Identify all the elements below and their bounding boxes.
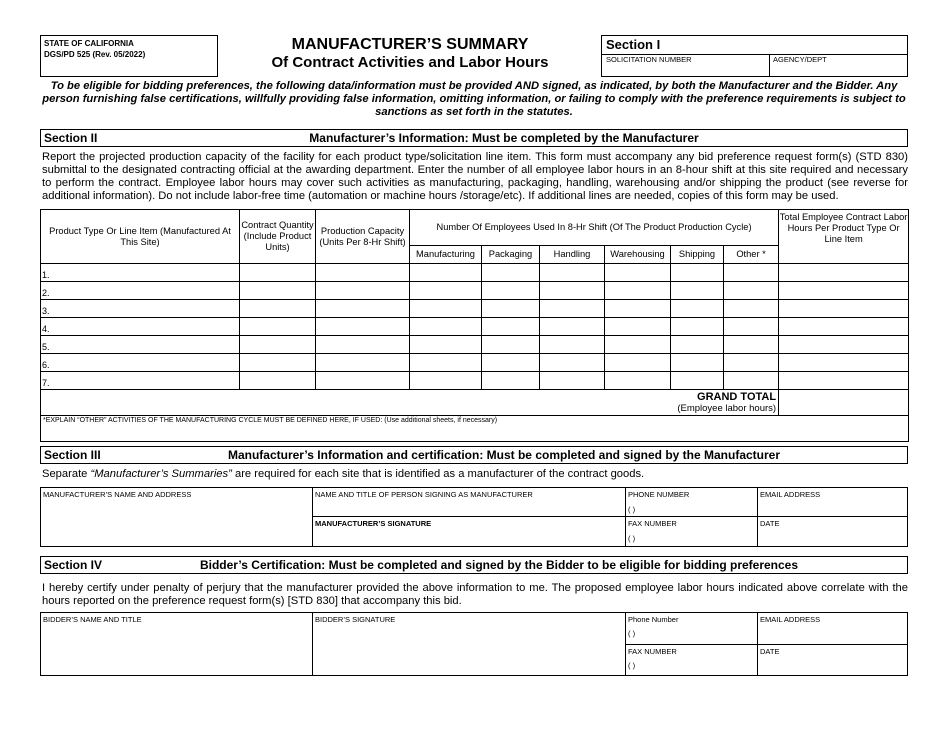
product-type-cell[interactable] xyxy=(41,354,240,372)
table-cell[interactable] xyxy=(540,354,605,372)
page-title: MANUFACTURER’S SUMMARY xyxy=(291,36,529,53)
manufacturer-fax-area-code: ( ) xyxy=(628,534,636,543)
table-cell[interactable] xyxy=(779,282,909,300)
section-4-certification: I hereby certify under penalty of perjury that the manufacturer provided the above information to me. The proposed employee labor hours indicated above correlate with the hours reported on the preference request form(s) [STD 830] that accompany this bid. xyxy=(42,582,908,607)
product-type-cell[interactable] xyxy=(41,282,240,300)
section-3-instructions xyxy=(42,468,908,481)
manufacturer-email-label: EMAIL ADDRESS xyxy=(760,490,821,499)
table-cell[interactable] xyxy=(240,372,316,390)
table-cell[interactable] xyxy=(240,282,316,300)
page-subtitle: Of Contract Activities and Labor Hours xyxy=(271,54,549,71)
bidder-email-field[interactable] xyxy=(758,613,907,645)
bidder-phone-area-code: ( ) xyxy=(628,629,636,638)
row-number: 1. xyxy=(42,270,50,280)
table-cell[interactable] xyxy=(316,282,410,300)
grand-total-field[interactable] xyxy=(779,390,909,416)
manufacturer-name-address-field[interactable] xyxy=(41,488,313,546)
section-2-label: Section II xyxy=(44,131,98,145)
form-identifier-box xyxy=(40,35,218,77)
row-number: 5. xyxy=(42,342,50,352)
table-cell[interactable] xyxy=(724,318,779,336)
header-product-type: Product Type Or Line Item (Manufactured At This Site) xyxy=(41,210,240,264)
subheader-warehousing: Warehousing xyxy=(605,246,671,264)
header-number-employees: Number Of Employees Used In 8-Hr Shift (Of The Product Production Cycle) xyxy=(410,210,779,246)
table-cell[interactable] xyxy=(316,336,410,354)
subheader-other: Other * xyxy=(724,246,779,264)
agency-dept-field[interactable] xyxy=(772,64,906,76)
table-cell[interactable] xyxy=(410,282,482,300)
table-cell[interactable] xyxy=(779,300,909,318)
section-1-box xyxy=(601,35,908,77)
table-cell[interactable] xyxy=(671,318,724,336)
form-title xyxy=(222,36,598,72)
table-row xyxy=(41,336,909,354)
section-3-label: Section III xyxy=(44,448,101,462)
manufacturer-email-field[interactable] xyxy=(758,488,907,517)
section-4-label: Section IV xyxy=(44,558,103,572)
table-cell[interactable] xyxy=(671,264,724,282)
table-cell[interactable] xyxy=(482,300,540,318)
section-3-text-1: Separate xyxy=(42,468,91,480)
section-4-bar xyxy=(40,556,908,574)
section-2-instructions: Report the projected production capacity of the facility for each product type/solicitation line item. This form must accompany any bid preference request form(s) (STD 830) submittal to the designated contracting official at the awarding department. Enter the number of all employee labor hours in an 8-hour shift at this site required and necessary to perform the contract. Employee labor hours may cover such activities as manufacturing, packaging, handling, warehousing and/or shipping the product (see reverse for additional information). Do not include labor-free time (automation or machine hours /storage/etc). If additional lines are needed, copies of this form may be used. xyxy=(42,151,908,202)
subheader-handling: Handling xyxy=(540,246,605,264)
table-cell[interactable] xyxy=(540,264,605,282)
production-table xyxy=(40,209,909,442)
table-cell[interactable] xyxy=(540,336,605,354)
header-total-labor-hours: Total Employee Contract Labor Hours Per Product Type Or Line Item xyxy=(779,210,909,264)
table-cell[interactable] xyxy=(779,336,909,354)
table-cell[interactable] xyxy=(605,300,671,318)
manufacturer-name-address-label: MANUFACTURER’S NAME AND ADDRESS xyxy=(43,490,192,499)
solicitation-number-label: SOLICITATION NUMBER xyxy=(606,55,692,64)
table-cell[interactable] xyxy=(605,372,671,390)
manufacturer-signature-field[interactable] xyxy=(313,517,626,546)
table-cell[interactable] xyxy=(724,372,779,390)
row-number: 3. xyxy=(42,306,50,316)
signer-name-title-label: NAME AND TITLE OF PERSON SIGNING AS MANUFACTURER xyxy=(315,490,533,499)
bidder-email-label: EMAIL ADDRESS xyxy=(760,615,821,624)
table-row xyxy=(41,318,909,336)
manufacturer-signature-label: MANUFACTURER’S SIGNATURE xyxy=(315,519,432,528)
table-cell[interactable] xyxy=(605,282,671,300)
table-cell[interactable] xyxy=(482,264,540,282)
bidder-info-box xyxy=(40,612,908,676)
manufacturer-date-field[interactable] xyxy=(758,517,907,546)
row-number: 6. xyxy=(42,360,50,370)
solicitation-number-field[interactable] xyxy=(604,64,767,76)
manufacturer-phone-field[interactable] xyxy=(626,488,758,517)
section-4-title: Bidder’s Certification: Must be completed and signed by the Bidder to be eligible for bidding preferences xyxy=(199,558,799,572)
table-cell[interactable] xyxy=(482,282,540,300)
table-cell[interactable] xyxy=(779,318,909,336)
table-cell[interactable] xyxy=(671,336,724,354)
table-cell[interactable] xyxy=(779,354,909,372)
table-cell[interactable] xyxy=(724,336,779,354)
manufacturer-fax-label: FAX NUMBER xyxy=(628,519,677,528)
table-cell[interactable] xyxy=(671,354,724,372)
section-3-bar xyxy=(40,446,908,464)
table-cell[interactable] xyxy=(482,372,540,390)
grand-total-sublabel: (Employee labor hours) xyxy=(677,402,777,414)
table-row xyxy=(41,372,909,390)
bidder-fax-area-code: ( ) xyxy=(628,661,636,670)
table-cell[interactable] xyxy=(482,318,540,336)
section-3-text-emphasis: “Manufacturer’s Summaries” xyxy=(90,468,232,480)
table-cell[interactable] xyxy=(316,354,410,372)
table-cell[interactable] xyxy=(724,354,779,372)
eligibility-notice: To be eligible for bidding preferences, the following data/information must be provided AND signed, as indicated, by both the Manufacturer and the Bidder. Any person furnishing false certifications, willfully providing false information, omitting information, or failing to comply with the preference requirements is subject to sanctions as set forth in the statutes. xyxy=(42,80,906,118)
table-cell[interactable] xyxy=(482,354,540,372)
bidder-date-label: DATE xyxy=(760,647,780,656)
table-cell[interactable] xyxy=(671,300,724,318)
state-label: STATE OF CALIFORNIA xyxy=(44,39,134,48)
bidder-name-title-field[interactable] xyxy=(41,613,313,675)
table-cell[interactable] xyxy=(540,282,605,300)
subheader-shipping: Shipping xyxy=(671,246,724,264)
table-cell[interactable] xyxy=(540,300,605,318)
product-type-cell[interactable] xyxy=(41,336,240,354)
table-cell[interactable] xyxy=(410,336,482,354)
table-cell[interactable] xyxy=(540,318,605,336)
bidder-phone-field[interactable] xyxy=(626,613,758,645)
manufacturer-fax-field[interactable] xyxy=(626,517,758,546)
table-row xyxy=(41,282,909,300)
table-cell[interactable] xyxy=(316,318,410,336)
table-cell[interactable] xyxy=(410,372,482,390)
subheader-manufacturing: Manufacturing xyxy=(410,246,482,264)
manufacturer-phone-area-code: ( ) xyxy=(628,505,636,514)
manufacturer-date-label: DATE xyxy=(760,519,780,528)
product-type-cell[interactable] xyxy=(41,300,240,318)
grand-total-label-cell xyxy=(41,390,779,416)
table-cell[interactable] xyxy=(316,372,410,390)
table-cell[interactable] xyxy=(724,264,779,282)
table-cell[interactable] xyxy=(540,372,605,390)
row-number: 4. xyxy=(42,324,50,334)
table-cell[interactable] xyxy=(410,300,482,318)
table-cell[interactable] xyxy=(724,300,779,318)
table-cell[interactable] xyxy=(724,282,779,300)
manufacturer-phone-label: PHONE NUMBER xyxy=(628,490,690,499)
table-cell[interactable] xyxy=(779,264,909,282)
section-2-bar xyxy=(40,129,908,147)
form-id-label: DGS/PD 525 (Rev. 05/2022) xyxy=(44,50,146,59)
table-cell[interactable] xyxy=(779,372,909,390)
table-cell[interactable] xyxy=(482,336,540,354)
section-3-title: Manufacturer’s Information and certification: Must be completed and signed by the Manufacturer xyxy=(227,448,781,462)
agency-dept-label: AGENCY/DEPT xyxy=(773,55,827,64)
table-cell[interactable] xyxy=(605,336,671,354)
bidder-signature-field[interactable] xyxy=(313,613,626,675)
table-cell[interactable] xyxy=(240,354,316,372)
bidder-fax-label: FAX NUMBER xyxy=(628,647,677,656)
row-number: 2. xyxy=(42,288,50,298)
table-cell[interactable] xyxy=(605,264,671,282)
signer-name-title-field[interactable] xyxy=(313,488,626,517)
table-cell[interactable] xyxy=(671,282,724,300)
table-cell[interactable] xyxy=(671,372,724,390)
subheader-packaging: Packaging xyxy=(482,246,540,264)
bidder-name-title-label: BIDDER’S NAME AND TITLE xyxy=(43,615,142,624)
table-cell[interactable] xyxy=(410,264,482,282)
table-cell[interactable] xyxy=(316,264,410,282)
table-cell[interactable] xyxy=(240,336,316,354)
bidder-phone-label: Phone Number xyxy=(628,615,679,624)
product-type-cell[interactable] xyxy=(41,318,240,336)
table-row xyxy=(41,354,909,372)
table-cell[interactable] xyxy=(605,318,671,336)
product-type-cell[interactable] xyxy=(41,372,240,390)
section-3-text-2: are required for each site that is identified as a manufacturer of the contract goods. xyxy=(231,468,645,480)
explain-other-label: *EXPLAIN “OTHER” ACTIVITIES OF THE MANUFACTURING CYCLE MUST BE DEFINED HERE, IF USED: (Use additional sheets, if necessary) xyxy=(43,417,498,424)
product-type-cell[interactable] xyxy=(41,264,240,282)
header-production-capacity: Production Capacity (Units Per 8-Hr Shift) xyxy=(316,210,410,264)
table-cell[interactable] xyxy=(605,354,671,372)
table-cell[interactable] xyxy=(240,264,316,282)
explain-other-field[interactable] xyxy=(41,416,909,442)
manufacturer-info-box xyxy=(40,487,908,547)
bidder-fax-field[interactable] xyxy=(626,645,758,675)
grand-total-label: GRAND TOTAL xyxy=(697,390,777,403)
table-cell[interactable] xyxy=(240,318,316,336)
table-row xyxy=(41,300,909,318)
table-cell[interactable] xyxy=(410,354,482,372)
table-cell[interactable] xyxy=(316,300,410,318)
table-cell[interactable] xyxy=(410,318,482,336)
header-contract-quantity: Contract Quantity (Include Product Units) xyxy=(240,210,316,264)
bidder-date-field[interactable] xyxy=(758,645,907,675)
bidder-signature-label: BIDDER’S SIGNATURE xyxy=(315,615,396,624)
row-number: 7. xyxy=(42,378,50,388)
table-row xyxy=(41,264,909,282)
table-cell[interactable] xyxy=(240,300,316,318)
section-2-title: Manufacturer’s Information: Must be completed by the Manufacturer xyxy=(309,131,699,145)
section-1-label: Section I xyxy=(606,37,661,52)
